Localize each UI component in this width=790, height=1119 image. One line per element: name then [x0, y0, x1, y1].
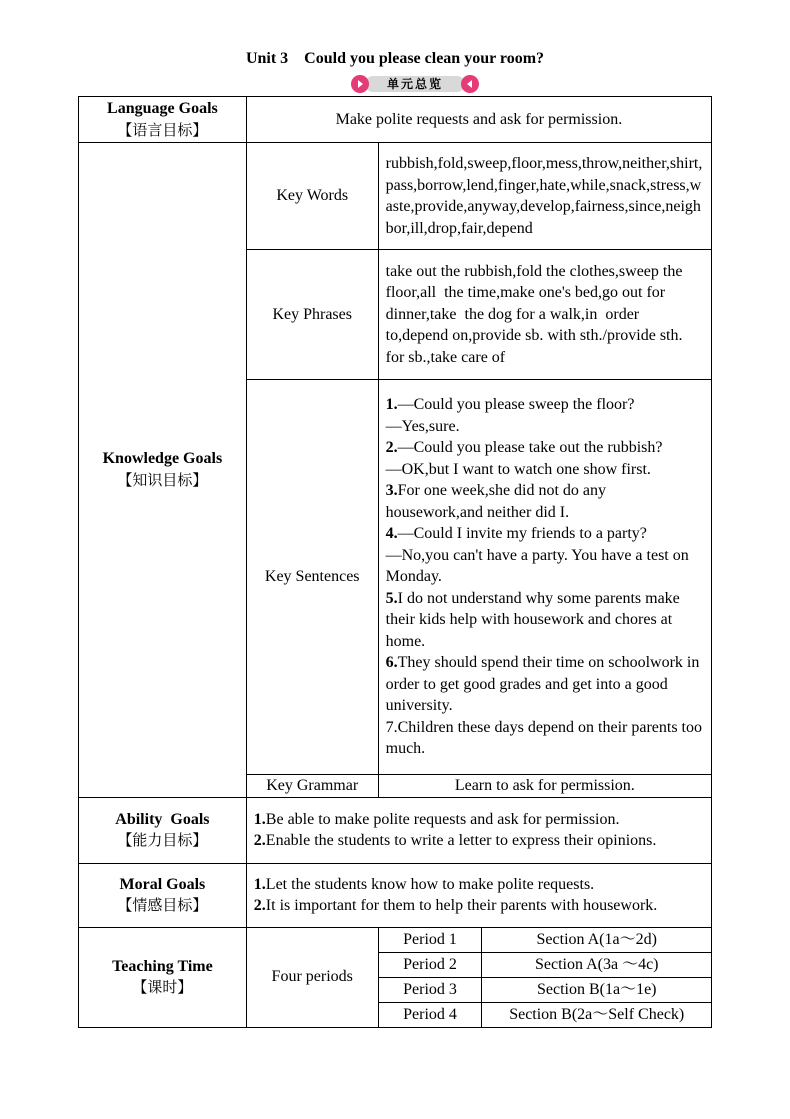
sentence-line: [386, 523, 704, 545]
sentence-text: —Could you please sweep the floor?: [397, 396, 635, 414]
sentence-number: 2.: [385, 439, 398, 457]
sentence-line: [386, 416, 704, 438]
sentence-text: —OK,but I want to watch one show first.: [385, 460, 651, 478]
unit-overview-table: [78, 96, 712, 1028]
sentence-text: They should spend their time on schoolwork in order to get good grades and get into a good university.: [385, 654, 700, 715]
sentence-text: I do not understand why some parents make their kids help with housework and chores at home.: [385, 589, 680, 650]
goal-label-en: Teaching Time: [112, 957, 213, 975]
ability-goals-content: [246, 797, 711, 863]
sentence-number: 3.: [385, 482, 398, 500]
moral-goals-label: [79, 863, 247, 927]
period-label: Period 4: [378, 1002, 482, 1027]
moral-goals-row: [79, 863, 712, 927]
item-number: 1.: [253, 810, 266, 828]
moral-item: [254, 874, 704, 896]
sentence-number: 1.: [385, 396, 398, 414]
sentence-text: —Yes,sure.: [385, 417, 460, 435]
knowledge-goals-label: [79, 143, 247, 798]
sentence-number: 4.: [385, 525, 398, 543]
teaching-time-label: [79, 927, 247, 1027]
sentence-text: —Could you please take out the rubbish?: [397, 439, 663, 457]
goal-label-cn: 【课时】: [132, 978, 193, 996]
page-title: Unit 3 Could you please clean your room?: [245, 50, 545, 67]
goal-label-cn: 【能力目标】: [117, 831, 208, 849]
period-label: Period 1: [378, 927, 482, 952]
language-goals-row: [79, 97, 712, 143]
sentence-line: [386, 545, 704, 588]
sentence-line: [386, 717, 704, 760]
ability-item: [254, 830, 704, 852]
period-section: Section A(1a～2d): [482, 927, 712, 952]
key-sentences-content: [378, 380, 711, 775]
item-number: 2.: [253, 897, 266, 914]
language-goals-label: [79, 97, 247, 143]
moral-item: [254, 895, 704, 917]
banner-label: 单元总览: [386, 77, 443, 91]
goal-label-cn: 【知识目标】: [117, 470, 208, 489]
moral-goals-content: [246, 863, 711, 927]
goal-label-en: Moral Goals: [119, 875, 206, 893]
item-number: 1.: [253, 875, 266, 893]
period-label: Period 3: [378, 977, 482, 1002]
sentence-number: 5.: [385, 589, 398, 607]
item-text: Let the students know how to make polite requests.: [265, 875, 595, 893]
sentence-line: [386, 437, 704, 459]
arrow-left-icon: [461, 75, 479, 93]
key-grammar-content: Learn to ask for permission.: [378, 775, 711, 798]
sentence-line: [386, 652, 704, 717]
teaching-time-row: [79, 927, 712, 952]
goal-label-en: Knowledge Goals: [102, 450, 223, 468]
sentence-text: —No,you can't have a party. You have a test on Monday.: [385, 546, 689, 586]
language-goals-content: Make polite requests and ask for permission.: [246, 97, 711, 143]
sentence-text: —Could I invite my friends to a party?: [397, 525, 647, 543]
key-sentences-label: Key Sentences: [246, 380, 378, 775]
sentence-number: 6.: [385, 654, 398, 672]
period-label: Period 2: [378, 952, 482, 977]
sentence-line: [386, 480, 704, 523]
key-words-label: Key Words: [246, 143, 378, 250]
sentence-text: 7.Children these days depend on their parents too much.: [385, 718, 702, 758]
key-words-row: [79, 143, 712, 250]
key-grammar-label: Key Grammar: [246, 775, 378, 798]
key-phrases-content: take out the rubbish,fold the clothes,sweep the floor,all the time,make one's bed,go out for dinner,take the dog for a walk,in order to,depend on,provide sb. with sth./provide sth. for sb.,take care of: [378, 250, 711, 380]
sentence-line: [386, 394, 704, 416]
goal-label-cn: 【情感目标】: [117, 896, 208, 914]
goal-label-en: Ability Goals: [115, 810, 210, 828]
period-section: Section B(1a～1e): [482, 977, 712, 1002]
period-section: Section A(3a ～4c): [482, 952, 712, 977]
sentence-list: [386, 394, 704, 760]
period-section: Section B(2a～Self Check): [482, 1002, 712, 1027]
ability-item: [254, 809, 704, 831]
teaching-time-total: Four periods: [246, 927, 378, 1027]
ability-goals-label: [79, 797, 247, 863]
item-text: Be able to make polite requests and ask for permission.: [265, 810, 620, 828]
section-banner: [351, 74, 479, 94]
goal-label-en: Language Goals: [107, 100, 218, 117]
sentence-text: For one week,she did not do any housework,and neither did I.: [385, 482, 607, 521]
ability-goals-row: [79, 797, 712, 863]
key-words-content: rubbish,fold,sweep,floor,mess,throw,neither,shirt,pass,borrow,lend,finger,hate,while,snack,stress,waste,provide,anyway,develop,fairness,since,neighbor,ill,drop,fair,depend: [378, 143, 711, 250]
arrow-right-icon: [351, 75, 369, 93]
banner-pill: [365, 76, 465, 92]
goal-label-cn: 【语言目标】: [117, 120, 208, 139]
item-text: Enable the students to write a letter to express their opinions.: [265, 832, 657, 849]
sentence-line: [386, 459, 704, 481]
sentence-line: [386, 588, 704, 653]
item-number: 2.: [253, 832, 266, 849]
item-text: It is important for them to help their parents with housework.: [265, 897, 658, 914]
key-phrases-label: Key Phrases: [246, 250, 378, 380]
